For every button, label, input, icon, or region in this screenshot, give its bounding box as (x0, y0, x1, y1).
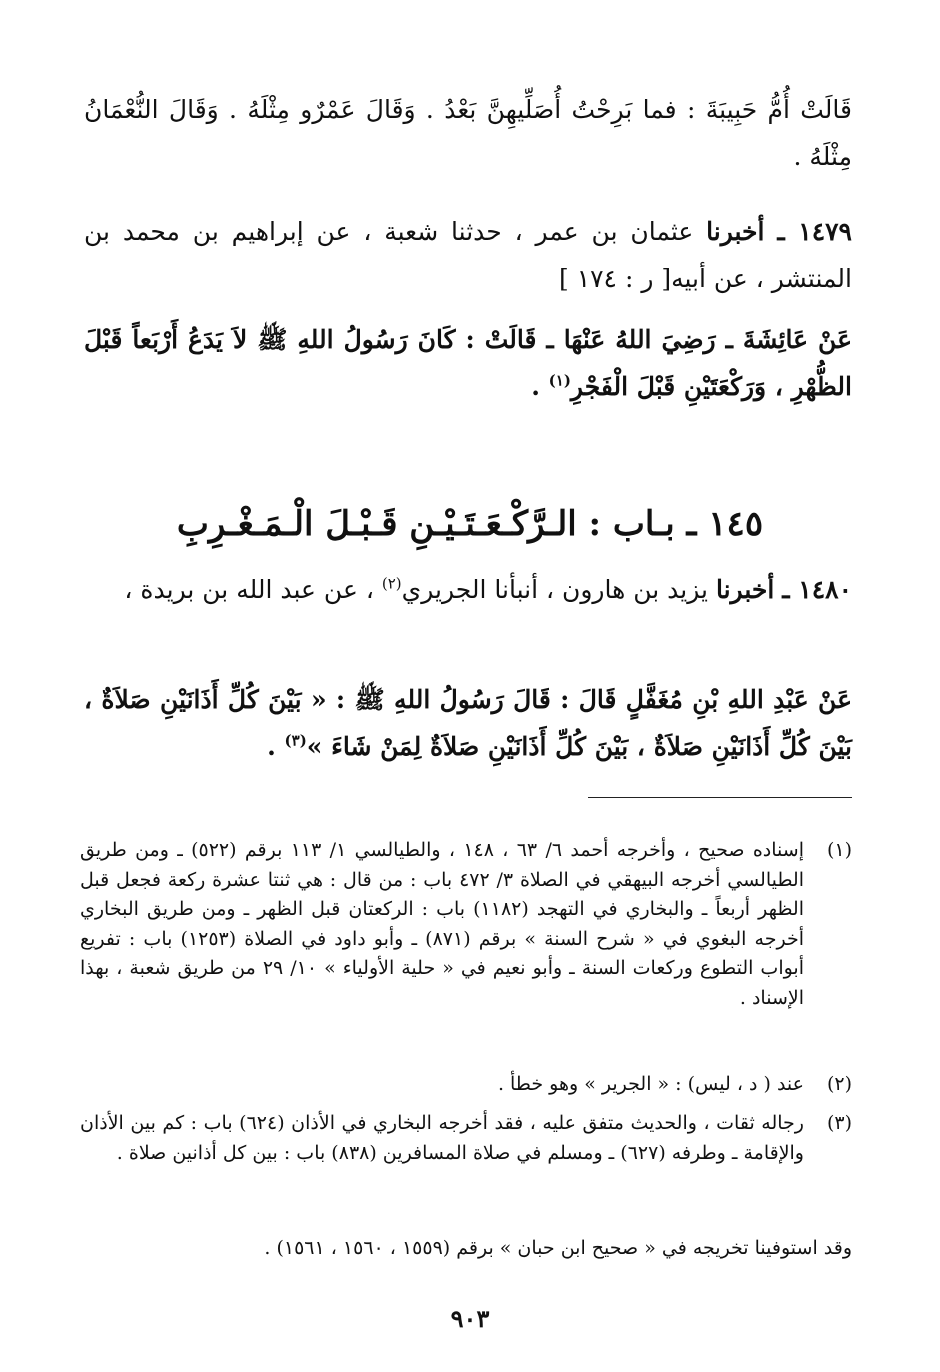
footnote-marker: (١) (826, 839, 852, 861)
footnote-text: عند ( د ، ليس) : « الجرير » وهو خطأ . (497, 1073, 804, 1095)
matn-text: عَنْ عَائِشَةَ ـ رَضِيَ اللهُ عَنْهَا ـ قَالَتْ : كَانَ رَسُولُ اللهِ ﷺ لاَ يَدَعُ أَرْبَعاً قَبْلَ الظُّهْرِ ، وَرَكْعَتَيْنِ قَبْلَ الْفَجْرِ (84, 325, 852, 401)
footnote-text: رجاله ثقات ، والحديث متفق عليه ، فقد أخرجه البخاري في الأذان (٦٢٤) باب : كم بين الأذان والإقامة ـ وطرفه (٦٢٧) ـ ومسلم في صلاة المسافرين (٨٣٨) باب : بين كل أذانين صلاة . (80, 1112, 804, 1164)
hadith-1479-matn (84, 316, 852, 410)
isnad-text: عثمان بن عمر ، حدثنا شعبة ، عن إبراهيم بن محمد بن المنتشر ، عن أبيه[ ر : ١٧٤ ] (84, 217, 852, 293)
footnote-marker: (٣) (826, 1112, 852, 1134)
isnad-text-continued: ، عن عبد الله بن بريدة ، (124, 575, 382, 604)
footnote-extra-text: وقد استوفينا تخريجه في « صحيح ابن حبان » برقم (١٥٥٩ ، ١٥٦٠ ، ١٥٦١) . (264, 1237, 852, 1259)
hadith-lead-word: أخبرنا (706, 217, 765, 246)
matn-text: عَنْ عَبْدِ اللهِ بْنِ مُغَفَّلٍ قَالَ : قَالَ رَسُولُ اللهِ ﷺ : « بَيْنَ كُلِّ أَذَانَيْنِ صَلاَةٌ ، بَيْنَ كُلِّ أَذَانَيْنِ صَلاَةٌ ، بَيْنَ كُلِّ أَذَانَيْنِ صَلاَةٌ لِمَنْ شَاءَ » (84, 685, 852, 761)
page-number: ٩٠٣ (450, 1304, 490, 1333)
footnote-ref: (١) (548, 371, 571, 390)
footnote-2 (80, 1070, 852, 1100)
footnote-ref: (٣) (284, 731, 307, 750)
chapter-title: ١٤٥ ـ بـاب : الـرَّكْـعَـتَـيْـنِ قَـبْـلَ الْـمَـغْـرِبِ (176, 504, 764, 544)
footnote-ref: (٢) (381, 574, 402, 593)
hadith-continuation-text: قَالَتْ أُمُّ حَبِيبَةَ : فما بَرِحْتُ أُصَلِّيهِنَّ بَعْدُ . وَقَالَ عَمْرٌو مِثْلَهُ . وَقَالَ النُّعْمَانُ مِثْلَهُ . (84, 95, 852, 171)
hadith-1480-isnad (84, 566, 852, 613)
hadith-1480-matn (84, 676, 852, 770)
footnote-marker: (٢) (826, 1073, 852, 1095)
hadith-number: ١٤٧٩ ـ (777, 217, 852, 246)
hadith-lead-word: أخبرنا (715, 575, 775, 604)
footnote-3 (80, 1109, 852, 1168)
matn-end: . (531, 372, 549, 401)
isnad-text: يزيد بن هارون ، أنبأنا الجريري (401, 575, 709, 604)
footnote-text: إسناده صحيح ، وأخرجه أحمد ٦/ ٦٣ ، ١٤٨ ، والطيالسي ١/ ١١٣ برقم (٥٢٢) ـ ومن طريق الطيالسي أخرجه البيهقي في الصلاة ٣/ ٤٧٢ باب : من قال : هي ثنتا عشرة ركعة فجعل قبل الظهر أربعاً ـ والبخاري في التهجد (١١٨٢) باب : الركعتان قبل الظهر ـ ومن طريق البخاري أخرجه البغوي في « شرح السنة » برقم (٨٧١) ـ وأبو داود في الصلاة (١٢٥٣) باب : تفريع أبواب التطوع وركعات السنة ـ وأبو نعيم في « حلية الأولياء » ١٠/ ٢٩ من طريق شعبة ، بهذا الإسناد . (80, 839, 805, 1009)
footnote-separator (588, 797, 852, 798)
hadith-1479-isnad (84, 208, 852, 302)
hadith-continuation (84, 86, 852, 180)
footnote-1 (80, 836, 852, 1013)
matn-end: . (267, 732, 285, 761)
footnote-3-continuation (116, 1234, 852, 1264)
hadith-number: ١٤٨٠ ـ (782, 575, 852, 604)
